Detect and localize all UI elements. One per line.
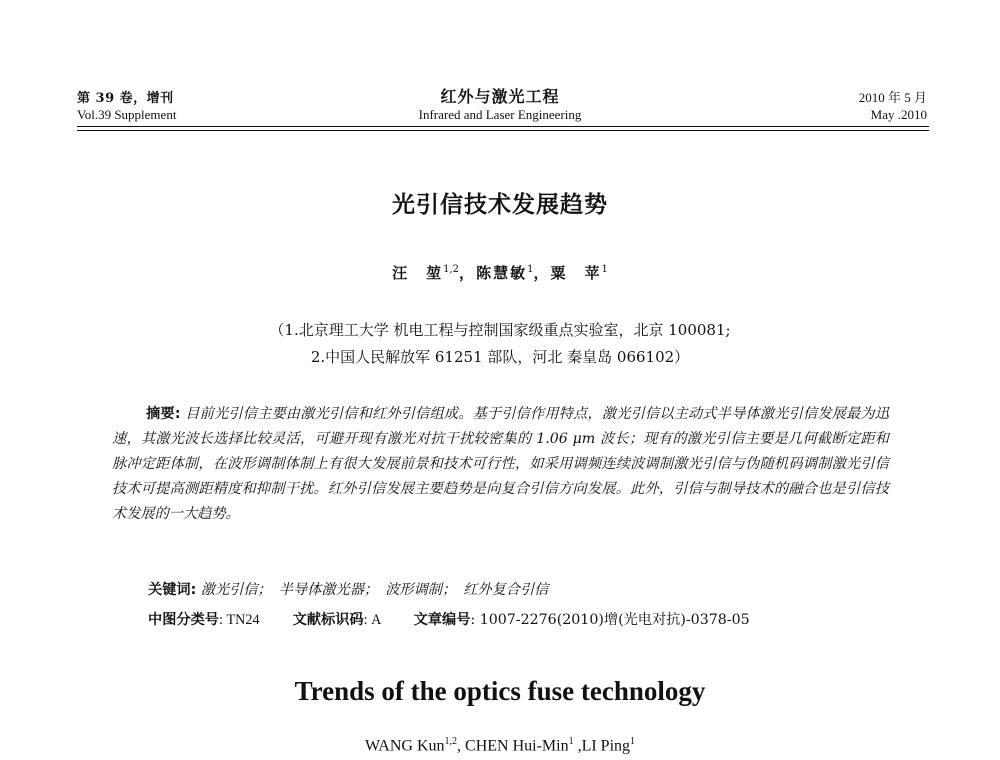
affiliation-line-2: 2.中国人民解放军 61251 部队，河北 秦皇岛 066102） [310, 348, 690, 366]
author-name: 汪 堃 [392, 264, 444, 282]
journal-name-en: Infrared and Laser Engineering [418, 107, 582, 122]
affiliation-line-1: （1.北京理工大学 机电工程与控制国家级重点实验室，北京 100081; [269, 321, 731, 339]
keywords-text: 激光引信； 半导体激光器； 波形调制； 红外复合引信 [200, 582, 549, 598]
author-name: CHEN Hui-Min [465, 737, 569, 755]
paper-title-cn: 光引信技术发展趋势 [392, 192, 608, 218]
doc-code-value: : A [363, 612, 381, 628]
abstract [112, 402, 889, 527]
keywords-label: 关键词: [148, 582, 197, 598]
journal-name-cn: 红外与激光工程 [440, 87, 560, 106]
abstract-text: 目前光引信主要由激光引信和红外引信组成。基于引信作用特点，激光引信以主动式半导体激光引信发展最为迅速，其激光波长选择比较灵活，可避开现有激光对抗干扰较密集的 1.06 μm 波长；现有的激光引信主要是几何截断定距和脉冲定距体制，在波形调制体制上有很大发展前景和技术可行性，如采用调频连续波调制激光引信与伪随机码调制激光引信技术可提高测距精度和抑制干扰。红外引信发展主要趋势是向复合引信方向发展。此外，引信与制导技术的融合也是引信技术发展的一大趋势。 [112, 406, 889, 522]
clc-value: : TN24 [218, 612, 260, 628]
author-separator: ， [533, 264, 551, 282]
journal-volume-cn: 第 39 卷，增刊 [77, 91, 174, 106]
author-name: WANG Kun [364, 737, 445, 755]
clc-label: 中图分类号 [148, 612, 219, 628]
author-name: 粟 苹 [550, 264, 602, 282]
author-affiliation-mark: 1 [630, 736, 636, 747]
author-separator: , [573, 737, 582, 755]
author-separator: , [457, 737, 466, 755]
author-separator: ， [459, 264, 477, 282]
issue-date-cn: 2010 年 5 月 [858, 90, 927, 105]
author-affiliation-mark: 1 [601, 264, 608, 275]
issue-date-en: May .2010 [870, 107, 927, 122]
authors-cn [0, 262, 1000, 283]
paper-title-en: Trends of the optics fuse technology [294, 676, 706, 706]
author-affiliation-mark: 1 [568, 736, 574, 747]
author-affiliation-mark: 1,2 [443, 264, 460, 275]
author-affiliation-mark: 1 [527, 264, 534, 275]
author-name: 陈慧敏 [476, 264, 528, 282]
journal-volume-en: Vol.39 Supplement [77, 107, 177, 122]
article-id-value: : 1007-2276(2010)增(光电对抗)-0378-05 [470, 612, 750, 628]
doc-code-label: 文献标识码 [292, 612, 364, 628]
article-id-label: 文章编号 [413, 612, 471, 628]
author-name: LI Ping [581, 737, 631, 755]
header-rule-bottom [77, 130, 929, 131]
authors-en [0, 736, 1000, 755]
keywords [148, 579, 548, 599]
abstract-label: 摘要: [146, 406, 181, 422]
author-affiliation-mark: 1,2 [444, 736, 458, 747]
header-rule-top [77, 126, 929, 127]
classification-line [148, 609, 750, 629]
